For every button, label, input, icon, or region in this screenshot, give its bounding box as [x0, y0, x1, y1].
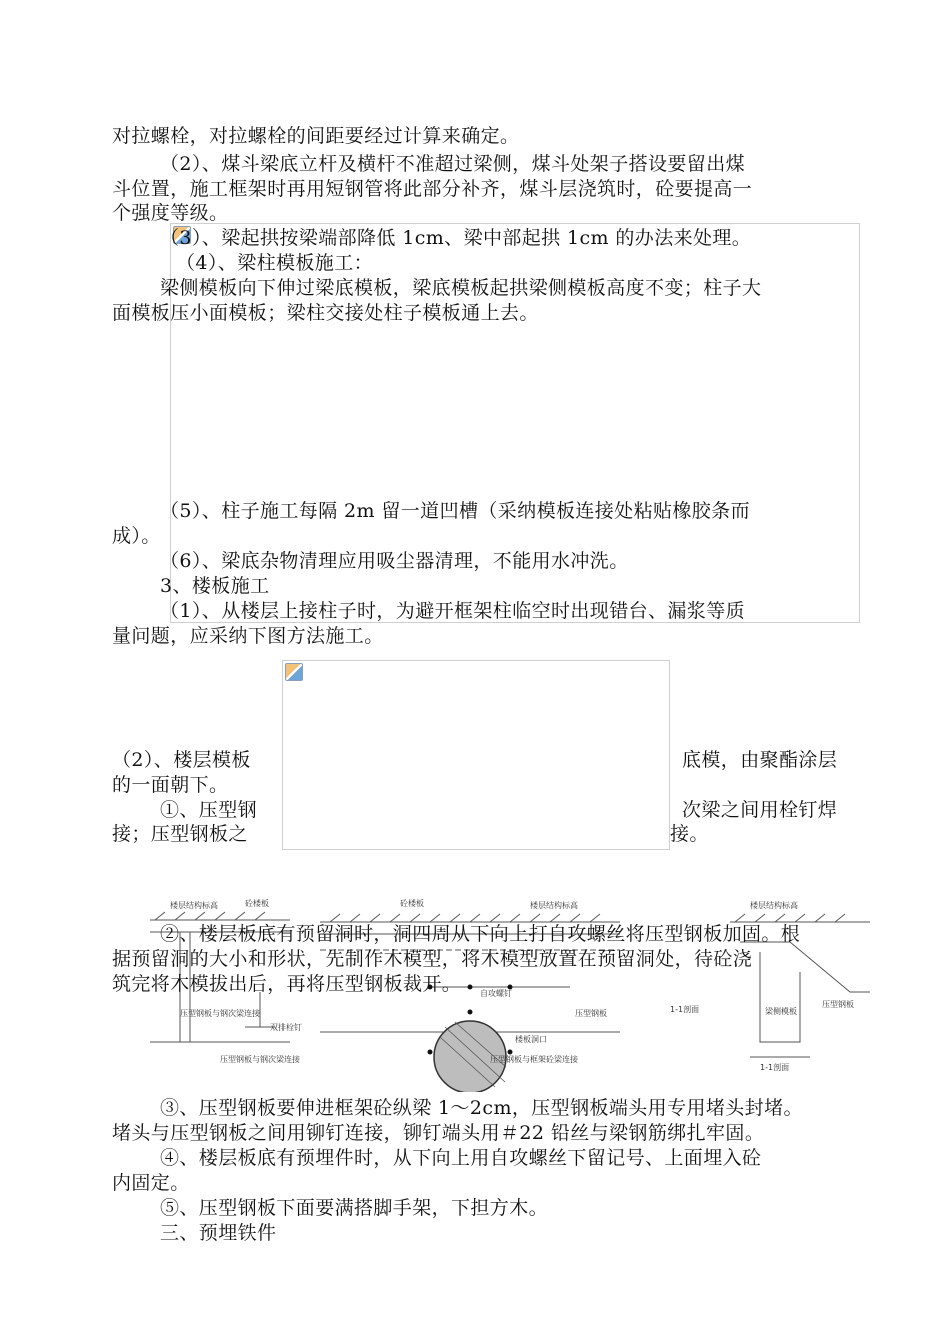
text-line-3: 斗位置，施工框架时再用短钢管将此部分补齐，煤斗层浇筑时，砼要提高一	[112, 178, 753, 200]
text-line-17a: ①、压型钢	[160, 799, 258, 821]
label-deck-beam-2: 压型钢板与钢次梁连接	[220, 1055, 300, 1064]
text-line-27: 三、预埋铁件	[160, 1222, 277, 1244]
text-line-12: 3、楼板施工	[160, 575, 270, 597]
label-floor-elev-3: 楼层结构标高	[750, 901, 798, 910]
text-line-14: 量问题，应采纳下图方法施工。	[112, 625, 384, 647]
text-line-6: （4）、梁柱模板施工：	[176, 252, 373, 274]
text-line-2: （2）、煤斗梁底立杆及横杆不准超过梁侧，煤斗处架子搭设要留出煤	[160, 153, 745, 175]
text-line-10: 成）。	[112, 525, 161, 547]
text-line-15b: 底模，由聚酯涂层	[682, 749, 838, 771]
text-line-23: 堵头与压型钢板之间用铆钉连接，铆钉端头用＃22 铅丝与梁钢筋绑扎牢固。	[112, 1122, 765, 1144]
text-line-5: （3）、梁起拱按梁端部降低 1cm、梁中部起拱 1cm 的办法来处理。	[160, 227, 752, 249]
label-slab-2: 砼楼板	[400, 899, 424, 908]
text-line-24: ④、楼层板底有预埋件时，从下向上用自攻螺丝下留记号、上面埋入砼	[160, 1147, 762, 1169]
text-line-18a: 接；压型钢板之	[112, 823, 248, 845]
label-deck-frame: 压型钢板与框架砼梁连接	[490, 1055, 578, 1064]
label-side-form: 梁侧模板	[765, 1007, 797, 1016]
text-line-22: ③、压型钢板要伸进框架砼纵梁 1～2cm，压型钢板端头用专用堵头封堵。	[160, 1097, 803, 1119]
text-line-16: 的一面朝下。	[112, 774, 229, 796]
text-line-20: 据预留洞的大小和形状，先制作木模型，将木模型放置在预留洞处，待砼浇	[112, 948, 753, 970]
text-line-19: ②、楼层板底有预留洞时，洞四周从下向上打自攻螺丝将压型钢板加固。根	[160, 923, 801, 945]
text-line-15a: （2）、楼层模板	[112, 749, 251, 771]
text-line-25: 内固定。	[112, 1172, 190, 1194]
image-placeholder-column-method	[282, 660, 670, 850]
label-slab-1: 砼楼板	[245, 899, 269, 908]
text-line-11: （6）、梁底杂物清理应用吸尘器清理，不能用水冲洗。	[160, 550, 629, 572]
label-floor-elev-1: 楼层结构标高	[170, 901, 218, 910]
label-deck: 压型钢板	[575, 1009, 607, 1018]
label-stud: 双排栓钉	[270, 1023, 302, 1032]
label-deck-beam-1: 压型钢板与钢次梁连接	[180, 1009, 260, 1018]
label-deck-2: 压型钢板	[822, 1000, 854, 1009]
label-screw: 自攻螺钉	[480, 989, 512, 998]
text-line-7: 梁侧模板向下伸过梁底模板，梁底模板起拱梁侧模板高度不变；柱子大	[160, 277, 762, 299]
text-line-21: 筑完将木模拔出后，再将压型钢板裁开。	[112, 973, 462, 995]
text-line-4: 个强度等级。	[112, 202, 229, 224]
text-line-1: 对拉螺栓，对拉螺栓的间距要经过计算来确定。	[112, 125, 520, 147]
text-line-17b: 次梁之间用栓钉焊	[682, 799, 838, 821]
text-line-8: 面模板压小面模板；梁柱交接处柱子模板通上去。	[112, 302, 539, 324]
text-line-26: ⑤、压型钢板下面要满搭脚手架，下担方木。	[160, 1197, 549, 1219]
broken-image-icon	[285, 663, 303, 681]
label-floor-elev-2: 楼层结构标高	[530, 901, 578, 910]
label-section-b: 1-1剖面	[760, 1063, 790, 1072]
label-section-a: 1-1剖面	[670, 1005, 700, 1014]
label-hole: 楼板洞口	[515, 1035, 547, 1044]
text-line-13: （1）、从楼层上接柱子时，为避开框架柱临空时出现错台、漏浆等质	[160, 600, 745, 622]
text-line-18b: 接。	[670, 823, 709, 845]
text-line-9: （5）、柱子施工每隔 2m 留一道凹槽（采纳模板连接处粘贴橡胶条而	[160, 500, 750, 522]
